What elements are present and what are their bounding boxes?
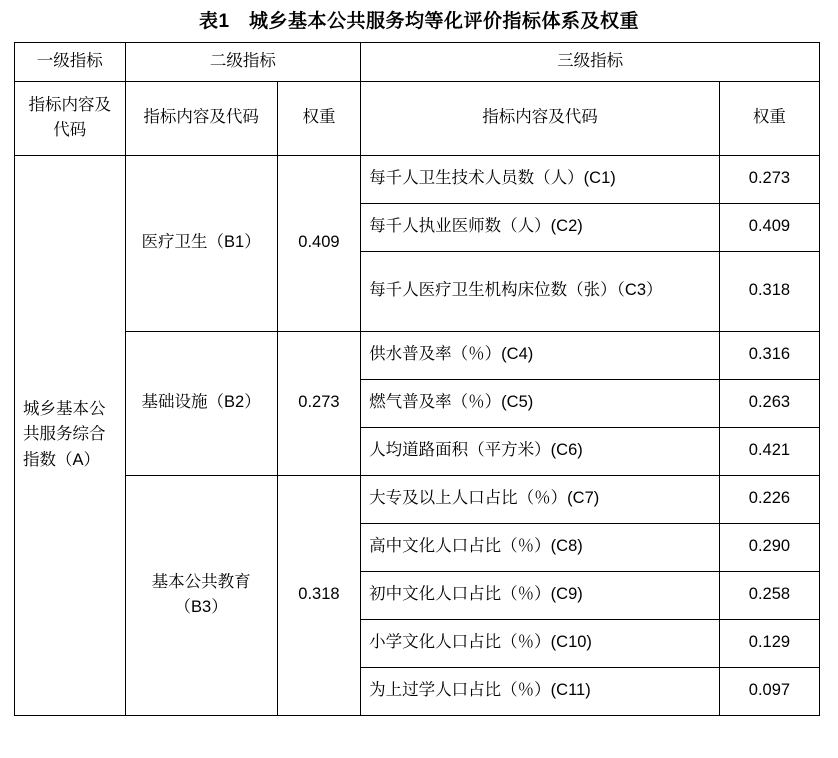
- level3-indicator-c4: 供水普及率（％）(C4): [361, 331, 720, 379]
- indicator-weight-table: [14, 42, 820, 716]
- level3-weight-c10: 0.129: [719, 619, 819, 667]
- level3-weight-c3: 0.318: [719, 251, 819, 331]
- table-row: [15, 155, 820, 203]
- level2-weight-infrastructure: 0.273: [277, 331, 360, 475]
- level3-weight-c7: 0.226: [719, 475, 819, 523]
- column-header-level2-weight: 权重: [277, 81, 360, 155]
- level3-indicator-c2: 每千人执业医师数（人）(C2): [361, 203, 720, 251]
- column-header-level3-content: 指标内容及代码: [361, 81, 720, 155]
- level2-indicator-education: 基本公共教育（B3）: [125, 475, 277, 715]
- group-header-level3: 三级指标: [361, 43, 820, 82]
- level3-weight-c4: 0.316: [719, 331, 819, 379]
- group-header-level1: 一级指标: [15, 43, 126, 82]
- level3-indicator-c10: 小学文化人口占比（％）(C10): [361, 619, 720, 667]
- level3-weight-c1: 0.273: [719, 155, 819, 203]
- level3-weight-c11: 0.097: [719, 667, 819, 715]
- group-header-level2: 二级指标: [125, 43, 361, 82]
- level2-indicator-infrastructure: 基础设施（B2）: [125, 331, 277, 475]
- level3-indicator-c7: 大专及以上人口占比（％）(C7): [361, 475, 720, 523]
- level2-indicator-medical: 医疗卫生（B1）: [125, 155, 277, 331]
- level3-indicator-c6: 人均道路面积（平方米）(C6): [361, 427, 720, 475]
- column-header-level1-content: 指标内容及代码: [15, 81, 126, 155]
- level3-indicator-c3: 每千人医疗卫生机构床位数（张）（C3）: [361, 251, 720, 331]
- table-row: [15, 475, 820, 523]
- table-group-header-row: [15, 43, 820, 82]
- level3-weight-c9: 0.258: [719, 571, 819, 619]
- level3-weight-c5: 0.263: [719, 379, 819, 427]
- level2-weight-education: 0.318: [277, 475, 360, 715]
- table-row: [15, 331, 820, 379]
- table-caption: 表1 城乡基本公共服务均等化评价指标体系及权重: [198, 11, 640, 32]
- column-header-level3-weight: 权重: [719, 81, 819, 155]
- level3-weight-c8: 0.290: [719, 523, 819, 571]
- level3-indicator-c5: 燃气普及率（％）(C5): [361, 379, 720, 427]
- level3-indicator-c9: 初中文化人口占比（％）(C9): [361, 571, 720, 619]
- level3-indicator-c11: 为上过学人口占比（％）(C11): [361, 667, 720, 715]
- column-header-level2-content: 指标内容及代码: [125, 81, 277, 155]
- level2-weight-medical: 0.409: [277, 155, 360, 331]
- level3-weight-c6: 0.421: [719, 427, 819, 475]
- table-column-header-row: [15, 81, 820, 155]
- level1-indicator-cell: 城乡基本公共服务综合指数（A）: [15, 155, 126, 715]
- level3-weight-c2: 0.409: [719, 203, 819, 251]
- level3-indicator-c1: 每千人卫生技术人员数（人）(C1): [361, 155, 720, 203]
- level3-indicator-c8: 高中文化人口占比（％）(C8): [361, 523, 720, 571]
